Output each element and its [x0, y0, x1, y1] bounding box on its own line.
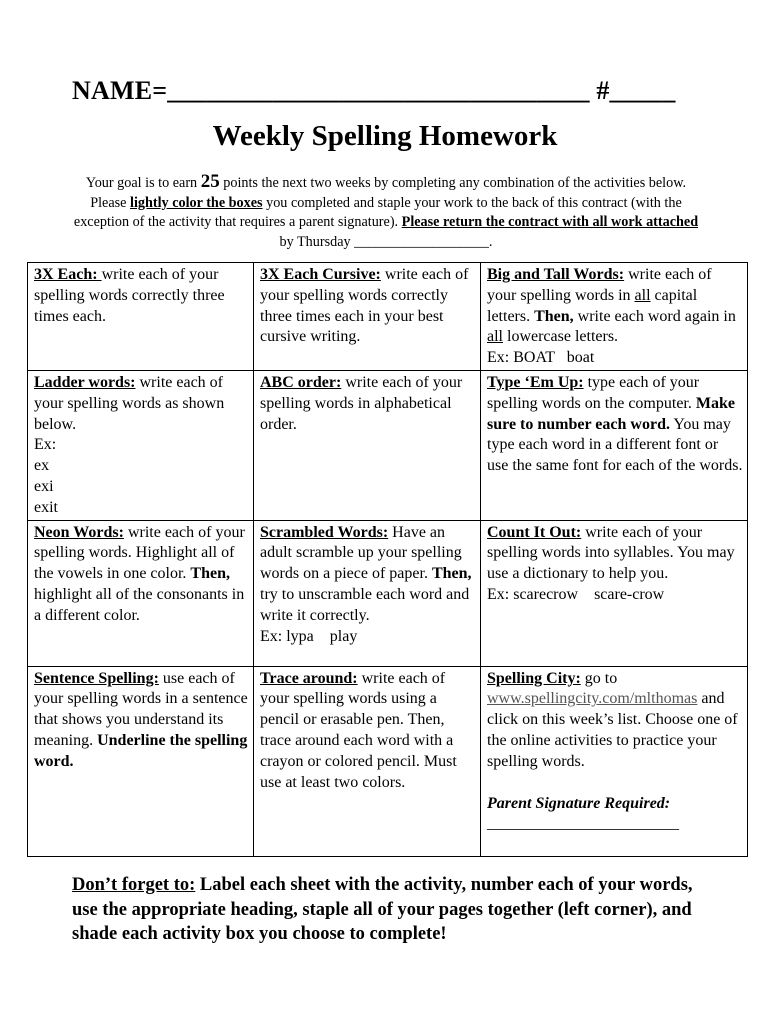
activity-cell-scrambled-words: [254, 520, 481, 666]
activity-title: Big and Tall Words:: [487, 266, 625, 283]
activity-example: exit: [34, 498, 58, 516]
name-number-line: NAME=________________________________ #_____: [72, 76, 676, 105]
activity-title: 3X Each Cursive:: [260, 266, 381, 283]
activity-title: Trace around:: [260, 669, 358, 687]
activity-row: [28, 520, 748, 666]
intro-text-1: Your goal is to earn: [85, 175, 201, 191]
activity-text: highlight all of the consonants in a different color.: [34, 585, 245, 624]
activity-title: Ladder words:: [34, 373, 136, 391]
activity-title: 3X Each:: [34, 266, 102, 283]
activity-text: write each of your spelling words into syllables. You may use a dictionary to help you.: [487, 523, 735, 583]
activity-cell-type-em-up: [481, 370, 748, 520]
activity-title: Spelling City:: [487, 669, 581, 687]
reminder-footer: [72, 873, 722, 947]
activity-cell-trace-around: [254, 666, 481, 856]
intro-text-3: you completed and staple your work to the back of this contract (with the exception of the activity that requires a parent signature).: [73, 194, 682, 230]
activity-text: Make sure to number each word.: [487, 394, 735, 433]
activity-title: Neon Words:: [34, 523, 124, 541]
activity-title: Type ‘Em Up:: [487, 373, 584, 391]
activity-title: Sentence Spelling:: [34, 669, 159, 687]
activity-example: Ex: BOAT boat: [487, 349, 595, 367]
points-goal: 25: [200, 171, 220, 192]
activity-example: Ex: lypa play: [260, 627, 358, 645]
activity-text: Then,: [431, 565, 472, 583]
parent-signature-label: Parent Signature Required:: [487, 794, 671, 812]
activity-text: Then,: [534, 307, 574, 325]
activity-example: Ex:: [34, 436, 57, 454]
activity-title: Count It Out:: [487, 523, 582, 541]
activity-text: write each of your spelling words using a pencil or erasable pen. Then, trace around each word with a crayon or colored pencil. Must use at least two colors.: [260, 669, 457, 791]
activity-example: exi: [34, 477, 54, 495]
reminder-lead: Don’t forget to:: [72, 875, 196, 895]
activity-example: Ex: scarecrow scare-crow: [487, 585, 665, 603]
activity-text: write each of your spelling words correctly three times each.: [34, 266, 225, 325]
activity-cell-abc-order: [254, 370, 481, 520]
activity-text: use each of your spelling words in a sentence that shows you understand its meaning.: [34, 669, 248, 749]
activity-text: write each of your spelling words as shown below.: [34, 373, 225, 433]
activity-example: ex: [34, 457, 50, 475]
activity-cell-neon-words: [28, 520, 254, 666]
activity-title: Scrambled Words:: [260, 523, 389, 541]
activity-text: all: [487, 328, 503, 346]
intro-paragraph: [70, 172, 702, 252]
activity-text: capital letters.: [487, 286, 698, 325]
intro-text-4: by Thursday ___________________.: [279, 233, 493, 250]
activity-text: Underline the spelling word.: [34, 731, 248, 770]
intro-text-2: points the next two weeks by completing any combination of the activities below. Please: [90, 175, 687, 211]
activity-text: all: [634, 286, 651, 304]
intro-emphasis-color: lightly color the boxes: [130, 194, 263, 211]
activity-text: write each of your spelling words. Highlight all of the vowels in one color.: [34, 523, 245, 583]
spellingcity-link[interactable]: www.spellingcity.com/mlthomas: [487, 690, 698, 708]
activity-text: write each word again in: [573, 307, 736, 325]
activity-text: lowercase letters.: [503, 328, 619, 346]
activity-text: write each of your spelling words in alphabetical order.: [260, 373, 463, 433]
activity-cell-spelling-city: [481, 666, 748, 856]
activity-row: [28, 370, 748, 520]
activity-cell-big-and-tall: [481, 263, 748, 371]
activity-text: try to unscramble each word and write it correctly.: [260, 585, 470, 624]
activity-row: [28, 263, 748, 371]
reminder-text: Label each sheet with the activity, number each of your words, use the appropriate heading, staple all of your pages together (left corner), and shade each activity box you choose to complete!: [72, 875, 693, 944]
activity-text: Then,: [190, 565, 230, 583]
activity-cell-sentence-spelling: [28, 666, 254, 856]
activity-text: write each of your spelling words correctly three times each in your best cursive writing.: [260, 266, 469, 346]
activity-cell-ladder-words: [28, 370, 254, 520]
activity-text: and click on this week’s list. Choose one of the online activities to practice your spelling words.: [487, 690, 738, 770]
activity-row: [28, 666, 748, 856]
activity-grid: [27, 262, 748, 857]
activity-cell-3x-each: [28, 263, 254, 371]
activity-cell-count-it-out: [481, 520, 748, 666]
activity-text: type each of your spelling words on the computer.: [487, 373, 700, 412]
parent-signature-line: ________________________: [487, 815, 679, 833]
activity-text: You may type each word in a different font or use the same font for each of the words.: [487, 415, 743, 475]
activity-text: go to: [580, 669, 618, 687]
intro-emphasis-return: Please return the contract with all work attached: [401, 214, 699, 230]
activity-title: ABC order:: [260, 373, 342, 391]
activity-cell-3x-each-cursive: [254, 263, 481, 371]
activity-text: Have an adult scramble up your spelling words on a piece of paper.: [260, 523, 462, 583]
page-title: Weekly Spelling Homework: [212, 120, 558, 152]
activity-text: write each of your spelling words in: [487, 266, 712, 304]
